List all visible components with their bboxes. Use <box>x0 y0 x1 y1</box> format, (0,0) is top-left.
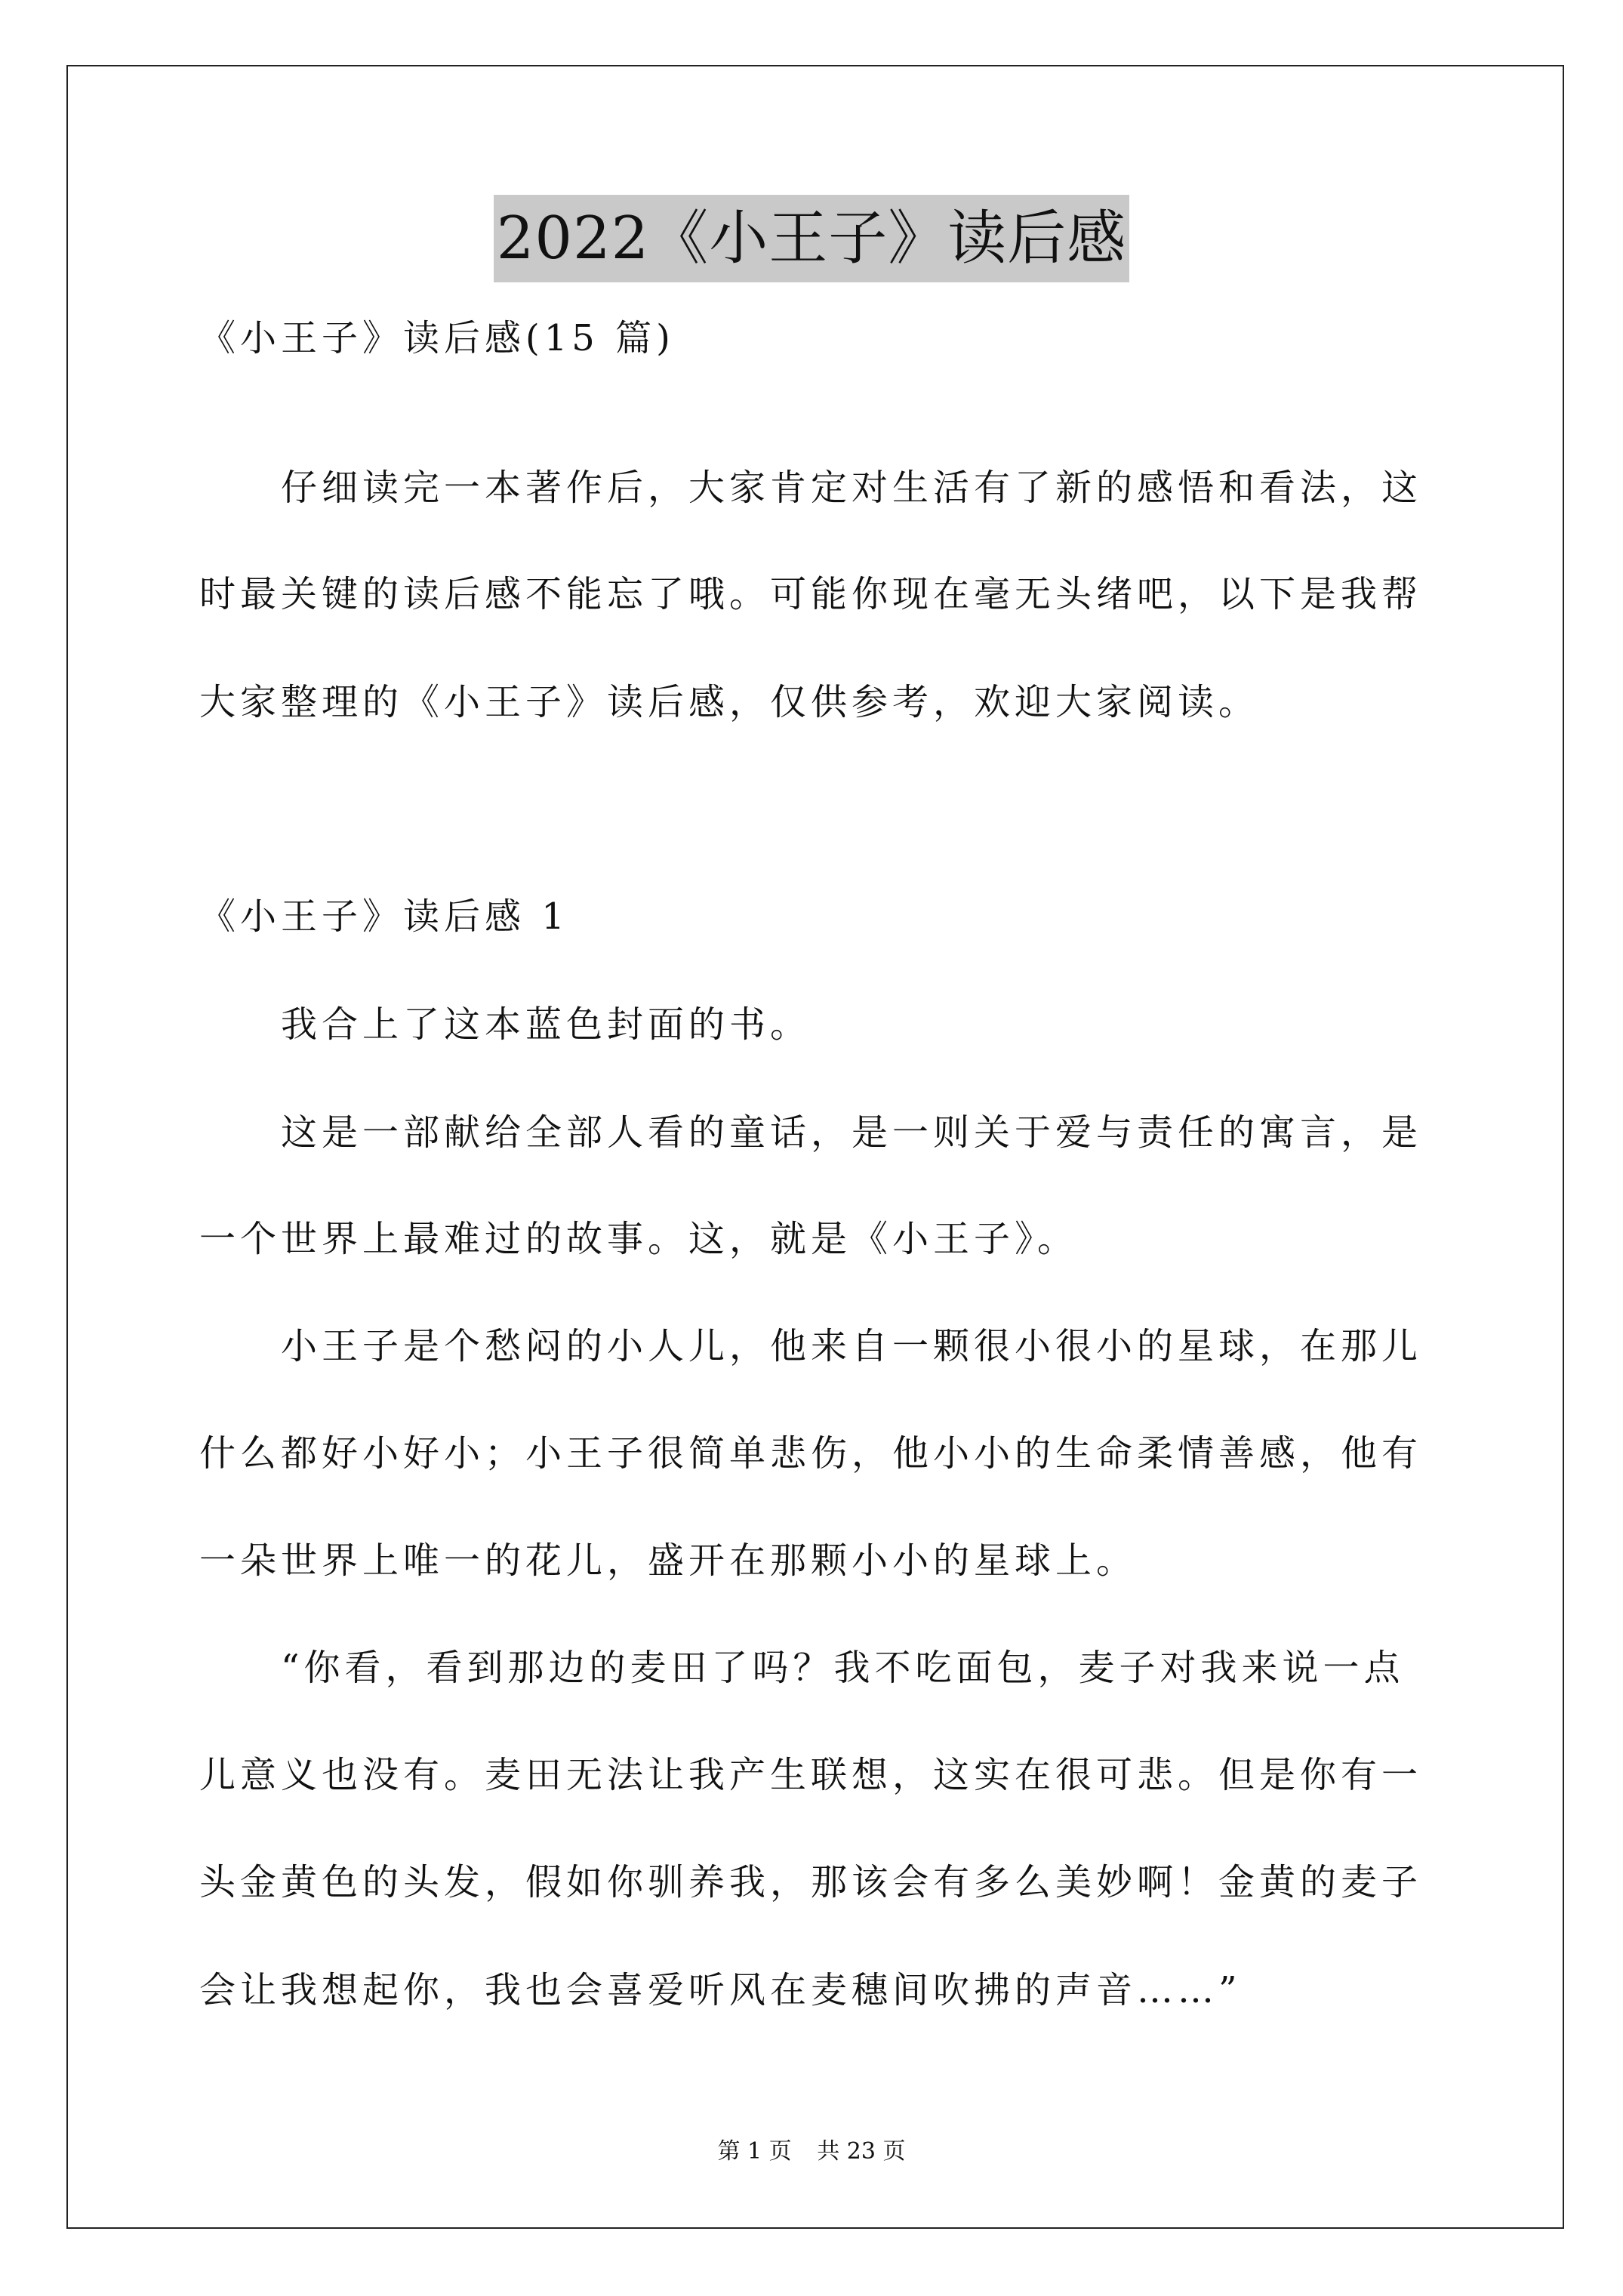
essay-heading: 《小王子》读后感 1 <box>199 895 569 938</box>
paragraph-line: 小王子是个愁闷的小人儿，他来自一颗很小很小的星球，在那儿 <box>199 1325 1423 1367</box>
paragraph-line: 什么都好小好小；小王子很简单悲伤，他小小的生命柔情善感，他有 <box>199 1432 1423 1475</box>
page-footer <box>0 2137 1623 2167</box>
title-container <box>0 195 1623 282</box>
page-number: 第 1 页 <box>717 2138 792 2165</box>
paragraph-line: 这是一部献给全部人看的童话，是一则关于爱与责任的寓言，是 <box>199 1111 1423 1154</box>
collection-heading: 《小王子》读后感(15 篇) <box>199 317 675 359</box>
paragraph-line: 我合上了这本蓝色封面的书。 <box>199 1003 812 1046</box>
paragraph-line: 一朵世界上唯一的花儿，盛开在那颗小小的星球上。 <box>199 1539 1138 1582</box>
intro-paragraph-line: 时最关键的读后感不能忘了哦。可能你现在毫无头绪吧，以下是我帮 <box>199 573 1423 615</box>
intro-paragraph-line: 仔细读完一本著作后，大家肯定对生活有了新的感悟和看法，这 <box>199 467 1423 509</box>
paragraph-line: “你看，看到那边的麦田了吗？我不吃面包，麦子对我来说一点 <box>199 1647 1405 1689</box>
paragraph-line: 儿意义也没有。麦田无法让我产生联想，这实在很可悲。但是你有一 <box>199 1754 1423 1796</box>
paragraph-line: 会让我想起你，我也会喜爱听风在麦穗间吹拂的声音……” <box>199 1969 1242 2011</box>
page-total: 共 23 页 <box>817 2138 906 2165</box>
intro-paragraph-line: 大家整理的《小王子》读后感，仅供参考，欢迎大家阅读。 <box>199 681 1260 723</box>
paragraph-line: 一个世界上最难过的故事。这，就是《小王子》。 <box>199 1218 1079 1260</box>
paragraph-line: 头金黄色的头发，假如你驯养我，那该会有多么美妙啊！金黄的麦子 <box>199 1861 1423 1903</box>
document-title: 2022《小王子》读后感 <box>494 195 1130 282</box>
